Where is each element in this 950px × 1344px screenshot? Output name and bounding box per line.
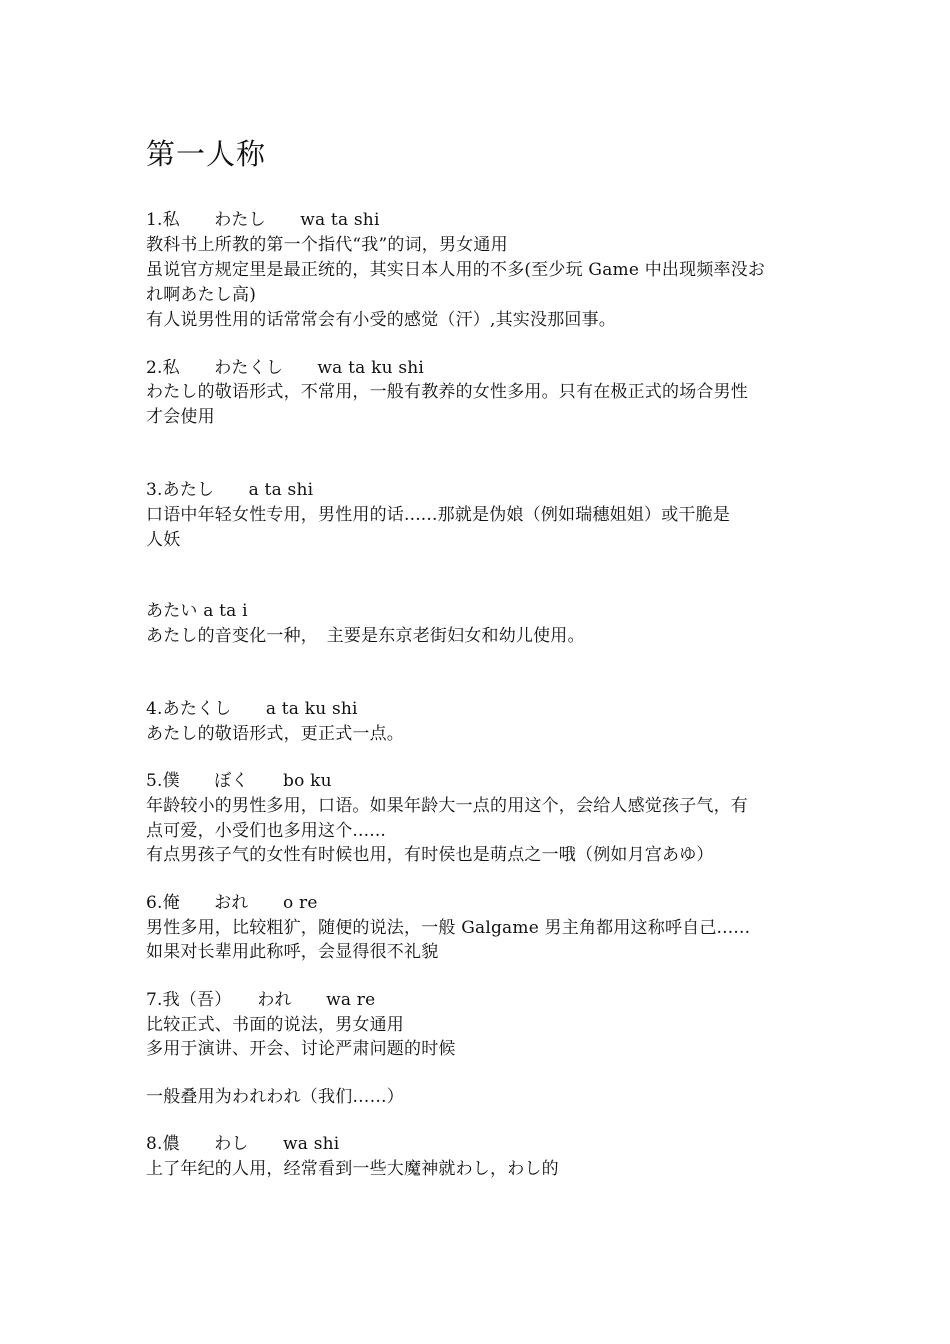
text-line: 比较正式、书面的说法，男女通用 xyxy=(146,1015,404,1035)
text-line: 虽说官方规定里是最正统的，其实日本人用的不多(至少玩 Game 中出现频率没お xyxy=(146,260,766,280)
text-line: 口语中年轻女性专用，男性用的话......那就是伪娘（例如瑞穗姐姐）或干脆是 xyxy=(146,505,731,525)
entry-heading: 7.我（吾） われ wa re xyxy=(146,990,376,1010)
entry-heading: 3.あたし a ta shi xyxy=(146,480,314,500)
text-line: わたし的敬语形式，不常用，一般有教养的女性多用。只有在极正式的场合男性 xyxy=(146,382,748,402)
text-line: 多用于演讲、开会、讨论严肃问题的时候 xyxy=(146,1039,456,1059)
text-line: 男性多用，比较粗犷，随便的说法，一般 Galgame 男主角都用这称呼自己...... xyxy=(146,918,751,938)
text-line: 上了年纪的人用，经常看到一些大魔神就わし，わし的 xyxy=(146,1159,559,1179)
entry-heading: 2.私 わたくし wa ta ku shi xyxy=(146,358,425,378)
text-line: 人妖 xyxy=(146,530,181,550)
text-line: れ啊あたし高) xyxy=(146,285,257,305)
entry-heading: 5.僕 ぼく bo ku xyxy=(146,771,332,791)
text-line: 有点男孩子气的女性有时候也用，有时侯也是萌点之一哦（例如月宫あゆ） xyxy=(146,845,714,865)
text-line: 如果对长辈用此称呼，会显得很不礼貌 xyxy=(146,942,439,962)
text-line: あたし的敬语形式，更正式一点。 xyxy=(146,724,404,744)
text-line: 才会使用 xyxy=(146,407,215,427)
text-line: 教科书上所教的第一个指代“我”的词，男女通用 xyxy=(146,235,508,255)
text-line: あたし的音变化一种， 主要是东京老街妇女和幼儿使用。 xyxy=(146,626,585,646)
entry-heading: 6.俺 おれ o re xyxy=(146,893,318,913)
page-title: 第一人称 xyxy=(146,137,267,171)
entry-heading: 4.あたくし a ta ku shi xyxy=(146,699,358,719)
text-line: 点可爱，小受们也多用这个...... xyxy=(146,821,387,841)
text-line: 年龄较小的男性多用，口语。如果年龄大一点的用这个，会给人感觉孩子气，有 xyxy=(146,796,748,816)
entry-heading: 1.私 わたし wa ta shi xyxy=(146,210,380,230)
text-line: 有人说男性用的话常常会有小受的感觉（汗）,其实没那回事。 xyxy=(146,310,617,330)
entry-heading: 8.儂 わし wa shi xyxy=(146,1134,340,1154)
entry-heading: あたい a ta i xyxy=(146,601,248,621)
text-line: 一般叠用为われわれ（我们……） xyxy=(146,1087,404,1107)
